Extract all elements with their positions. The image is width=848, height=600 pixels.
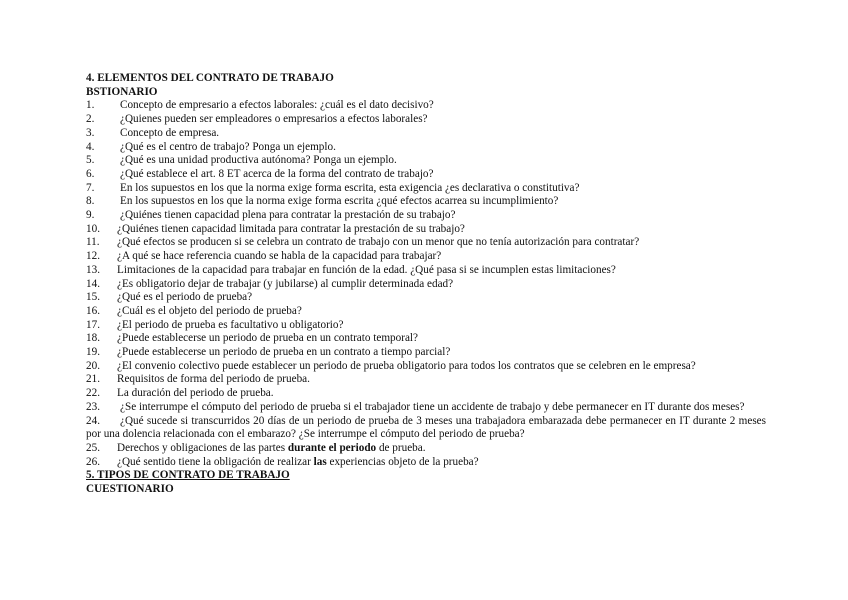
list-item [86,373,766,387]
list-item [86,456,766,470]
list-item [86,236,766,250]
item-text: ¿Qué establece el art. 8 ET acerca de la forma del contrato de trabajo? [120,167,434,180]
list-item [86,319,766,333]
question-list [86,99,766,400]
list-item [86,278,766,292]
item-text: ¿Puede establecerse un periodo de prueba en un contrato temporal? [117,332,419,345]
item-text-bold: durante el periodo [287,441,377,454]
item-text: Requisitos de forma del periodo de prueba. [117,373,310,386]
item-number: 25. [86,441,100,454]
list-item [86,415,766,442]
item-number: 10. [86,222,100,235]
list-item [86,209,766,223]
item-text: Concepto de empresario a efectos laborales: ¿cuál es el dato decisivo? [120,99,434,112]
item-text: ¿Quiénes tienen capacidad limitada para contratar la prestación de su trabajo? [117,222,465,235]
item-number: 22. [86,387,100,400]
list-item [86,113,766,127]
item-text-before: ¿Qué sentido tiene la obligación de realizar [117,455,314,468]
item-text: ¿Cuál es el objeto del periodo de prueba? [117,304,302,317]
item-text: ¿Qué efectos se producen si se celebra un contrato de trabajo con un menor que no tenía autorización para contratar? [117,236,640,249]
item-text [117,442,766,456]
item-number: 18. [86,332,100,345]
section-5-title: 5. TIPOS DE CONTRATO DE TRABAJO [86,469,290,482]
item-number: 11. [86,236,100,249]
item-number: 8. [86,195,95,208]
item-number: 16. [86,304,100,317]
item-text: La duración del periodo de prueba. [117,387,274,400]
item-number: 23. [86,400,100,413]
item-text: ¿Qué es una unidad productiva autónoma? Ponga un ejemplo. [120,154,397,167]
item-text: ¿Quiénes tienen capacidad plena para contratar la prestación de su trabajo? [120,209,456,222]
item-text: ¿Es obligatorio dejar de trabajar (y jubilarse) al cumplir determinada edad? [117,277,454,290]
item-text: ¿Qué es el periodo de prueba? [117,291,253,304]
item-text: En los supuestos en los que la norma exige forma escrita, esta exigencia ¿es declarativa o constitutiva? [120,181,580,194]
list-item [86,141,766,155]
list-item [86,99,766,113]
item-text: ¿Qué es el centro de trabajo? Ponga un ejemplo. [120,140,336,153]
item-number: 15. [86,291,100,304]
item-text: ¿Qué sucede si transcurridos 20 días de un periodo de prueba de 3 meses una trabajadora embarazada debe permanecer en IT durante 2 meses por una dolencia relacionada con el embarazo? ¿Se interrumpe el cómputo del periodo de prueba? [86,414,766,441]
item-text: ¿El convenio colectivo puede establecer un periodo de prueba obligatorio para todos los contratos que se celebren en le empresa? [117,359,696,372]
list-item [86,168,766,182]
item-number: 5. [86,154,95,167]
item-number: 4. [86,140,95,153]
list-item [86,250,766,264]
item-text: ¿El periodo de prueba es facultativo u obligatorio? [117,318,344,331]
list-item [86,223,766,237]
section-5-subtitle: CUESTIONARIO [86,483,174,496]
item-text-after: de prueba. [376,441,426,454]
item-number: 26. [86,455,100,468]
list-item [86,195,766,209]
item-number: 17. [86,318,100,331]
list-item [86,401,766,415]
list-item [86,332,766,346]
list-item [86,127,766,141]
list-item [86,291,766,305]
list-item [86,154,766,168]
item-number: 6. [86,167,95,180]
item-text: Limitaciones de la capacidad para trabajar en función de la edad. ¿Qué pasa si se incumplen estas limitaciones? [117,263,616,276]
item-number: 2. [86,113,95,126]
list-item [86,182,766,196]
list-item [86,346,766,360]
item-number: 21. [86,373,100,386]
item-text [117,456,766,470]
item-number: 3. [86,126,95,139]
item-number: 12. [86,250,100,263]
item-text: ¿Se interrumpe el cómputo del periodo de prueba si el trabajador tiene un accidente de trabajo y debe permanecer en IT durante dos meses? [120,400,745,413]
item-text: ¿A qué se hace referencia cuando se habla de la capacidad para trabajar? [117,250,442,263]
item-text-bold: las [313,455,327,468]
document-content [86,72,766,497]
item-number: 20. [86,359,100,372]
item-text-before: Derechos y obligaciones de las partes [117,441,288,454]
list-item [86,387,766,401]
item-number: 19. [86,346,100,359]
item-number: 7. [86,181,95,194]
item-number: 13. [86,263,100,276]
item-number: 1. [86,99,95,112]
item-text-after: experiencias objeto de la prueba? [326,455,479,468]
item-number: 24. [86,414,100,427]
list-item [86,305,766,319]
section-4-title: 4. ELEMENTOS DEL CONTRATO DE TRABAJO [86,72,334,84]
item-text: Concepto de empresa. [120,126,220,139]
section-4-subtitle: BSTIONARIO [86,85,158,98]
item-text: En los supuestos en los que la norma exige forma escrita ¿qué efectos acarrea su incumplimiento? [120,195,559,208]
item-text: ¿Quienes pueden ser empleadores o empresarios a efectos laborales? [120,113,428,126]
item-number: 9. [86,209,95,222]
item-number: 14. [86,277,100,290]
list-item [86,442,766,456]
list-item [86,360,766,374]
list-item [86,264,766,278]
item-text: ¿Puede establecerse un periodo de prueba en un contrato a tiempo parcial? [117,346,451,359]
